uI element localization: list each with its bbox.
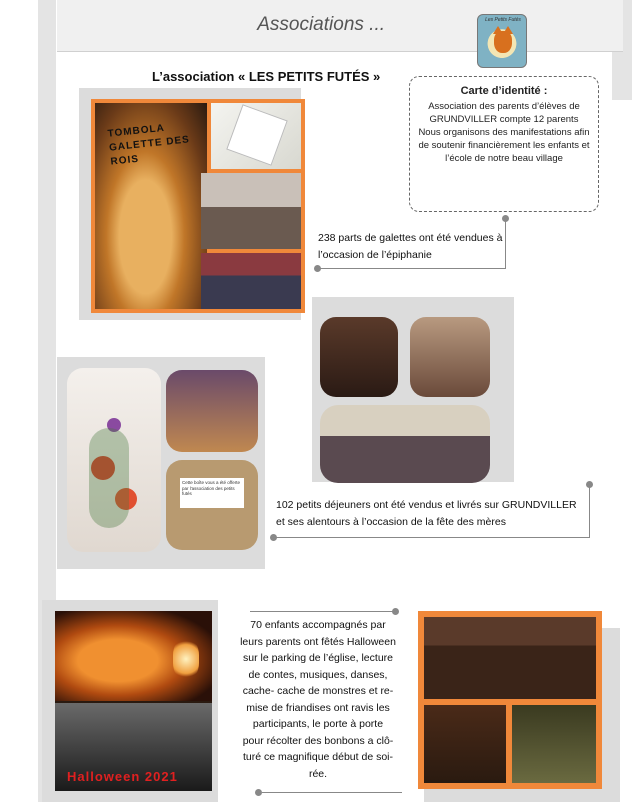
candle-glow: [173, 639, 199, 679]
text-line: 70 enfants accompagnés par: [250, 619, 386, 631]
connector-line: [250, 611, 393, 612]
connector-dot: [270, 534, 277, 541]
parents-group-photo: [201, 253, 301, 309]
identity-card: [409, 76, 599, 212]
header-band: [57, 0, 623, 52]
caption-line: 102 petits déjeuners ont été vendus et livrés sur GRUNDVILLER: [276, 499, 577, 511]
galette-caption: [318, 230, 508, 264]
text-line: de contes, musiques, danses,: [248, 668, 388, 681]
storytelling-photo: [424, 705, 506, 783]
text-line: pour récolter des bonbons a clô-: [242, 734, 394, 747]
pumpkin-photo: [55, 611, 212, 701]
galette-cake-photo: [95, 103, 207, 309]
costume-group-photo: [55, 703, 212, 791]
halloween-party-collage: [418, 611, 602, 789]
galette-photo-label: TOMBOLA GALETTE DES ROIS: [107, 122, 191, 168]
costume-kids-photo: [512, 705, 596, 783]
halloween-collage: [55, 611, 212, 791]
flower-leaves: [89, 428, 129, 528]
connector-dot: [255, 789, 262, 796]
connector-dot: [314, 265, 321, 272]
identity-line: Nous organisons des manifestations afin: [418, 127, 590, 138]
connector-line: [589, 485, 590, 538]
connector-line: [318, 268, 506, 269]
text-line: participants, le porte à porte: [252, 718, 384, 730]
text-line: sur le parking de l’église, lecture: [243, 652, 393, 664]
breakfast-box-photo: [166, 370, 258, 452]
association-logo: [477, 14, 527, 68]
caption-line: 238 parts de galettes ont été vendues à: [318, 232, 503, 244]
connector-line: [505, 219, 506, 269]
text-line: leurs parents ont fêtés Halloween: [240, 635, 396, 648]
breakfast-bag-photo: [166, 460, 258, 550]
halloween-photo-label: Halloween 2021: [67, 769, 178, 784]
mothers-delivery-photo-2: [410, 317, 490, 397]
halloween-description: [238, 617, 398, 782]
mothers-delivery-photo-1: [320, 317, 398, 397]
identity-card-title: Carte d’identité :: [460, 85, 548, 97]
identity-line: GRUNDVILLER compte 12 parents: [429, 114, 579, 125]
text-line: mise de friandises ont ravis les: [246, 701, 390, 714]
galette-photo-collage: [91, 99, 305, 313]
connector-dot: [392, 608, 399, 615]
tombola-board-photo: [211, 103, 301, 169]
caption-line: et ses alentours à l’occasion de la fête des mères: [276, 516, 506, 528]
children-group-photo: [201, 173, 301, 249]
association-title: L’association « LES PETITS FUTÉS »: [152, 69, 381, 84]
flower-bouquet-photo: [67, 368, 161, 552]
identity-line: l’école de notre beau village: [445, 153, 563, 164]
fox-icon: [494, 31, 512, 53]
text-line: turé ce magnifique début de soi-: [242, 751, 393, 763]
text-line: rée.: [308, 767, 328, 780]
connector-line: [262, 792, 402, 793]
party-crowd-photo: [424, 617, 596, 699]
bag-card: Cette boîte vous a été offerte par l'association des petits futés: [180, 478, 244, 508]
text-line: cache- cache de monstres et re-: [242, 685, 394, 697]
logo-text: Les Petits Futés: [485, 17, 521, 23]
meres-caption: [276, 497, 596, 531]
connector-line: [276, 537, 590, 538]
identity-line: Association des parents d’élèves de: [428, 101, 580, 112]
board-square: [226, 104, 288, 166]
mothers-team-photo: [320, 405, 490, 483]
caption-line: l’occasion de l’épiphanie: [318, 249, 432, 261]
page-title: Associations ...: [257, 14, 385, 35]
identity-line: de soutenir financièrement les enfants et: [418, 140, 590, 151]
identity-card-body: [414, 100, 594, 165]
